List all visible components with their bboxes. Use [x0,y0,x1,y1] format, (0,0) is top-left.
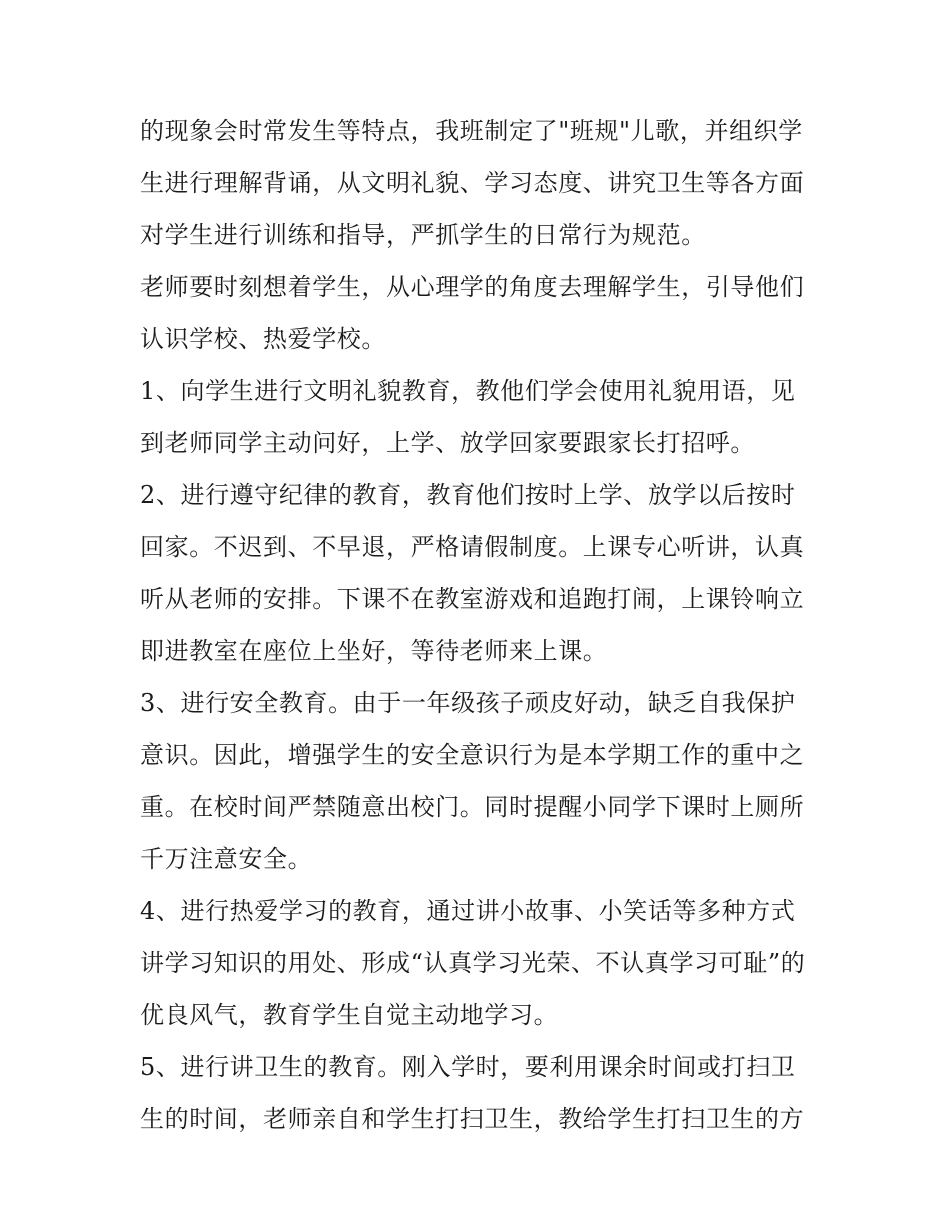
paragraph [140,1041,820,1145]
text-line: 回家。不迟到、不早退，严格请假制度。上课专心听讲，认真 [140,533,805,561]
text-line: 5、进行讲卫生的教育。刚入学时，要利用课余时间或打扫卫 [140,1053,796,1081]
text-line: 认识学校、热爱学校。 [140,325,386,353]
paragraph [140,677,820,885]
text-line: 生的时间，老师亲自和学生打扫卫生，教给学生打扫卫生的方 [140,1105,805,1133]
text-line: 对学生进行训练和指导，严抓学生的日常行为规范。 [140,221,706,249]
text-line: 讲学习知识的用处、形成“认真学习光荣、不认真学习可耻”的 [140,949,806,977]
document-page [140,105,820,1145]
text-line: 听从老师的安排。下课不在教室游戏和追跑打闹，上课铃响立 [140,585,805,613]
text-line: 2、进行遵守纪律的教育，教育他们按时上学、放学以后按时 [140,481,796,509]
text-line: 千万注意安全。 [140,845,313,873]
text-line: 4、进行热爱学习的教育，通过讲小故事、小笑话等多种方式 [140,897,796,925]
text-line: 3、进行安全教育。由于一年级孩子顽皮好动，缺乏自我保护 [140,689,796,717]
paragraph [140,365,820,469]
text-line: 优良风气，教育学生自觉主动地学习。 [140,1001,559,1029]
paragraph [140,105,820,261]
text-line: 到老师同学主动问好，上学、放学回家要跟家长打招呼。 [140,429,755,457]
text-line: 1、向学生进行文明礼貌教育，教他们学会使用礼貌用语，见 [140,377,796,405]
text-line: 即进教室在座位上坐好，等待老师来上课。 [140,637,608,665]
text-line: 生进行理解背诵，从文明礼貌、学习态度、讲究卫生等各方面 [140,169,805,197]
text-line: 的现象会时常发生等特点，我班制定了"班规"儿歌，并组织学 [140,117,803,145]
paragraph [140,469,820,677]
text-line: 重。在校时间严禁随意出校门。同时提醒小同学下课时上厕所 [140,793,805,821]
paragraph [140,261,820,365]
paragraph [140,885,820,1041]
text-line: 意识。因此，增强学生的安全意识行为是本学期工作的重中之 [140,741,805,769]
text-line: 老师要时刻想着学生，从心理学的角度去理解学生，引导他们 [140,273,805,301]
